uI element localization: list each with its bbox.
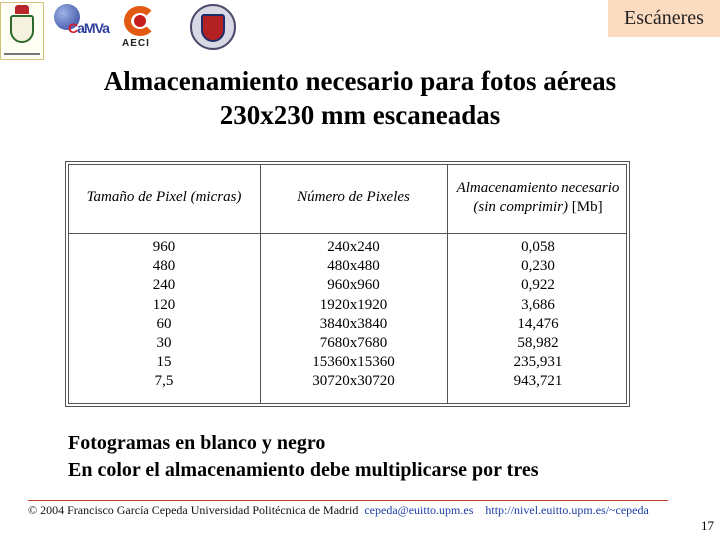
- pixel-size-cell: 960: [152, 239, 176, 255]
- header-storage-qualifier: (sin comprimir): [473, 198, 568, 215]
- seal-shield-icon: [201, 14, 225, 42]
- aeci-dot-icon: [134, 15, 146, 27]
- pixel-count-cell: 15360x15360: [312, 354, 395, 371]
- section-tag: Escáneres: [608, 0, 720, 37]
- pixel-count-cell: 960x960: [327, 277, 380, 294]
- column-divider: [260, 164, 261, 404]
- pixel-size-cell: 30: [156, 335, 172, 352]
- pixel-size-cell: 480: [152, 258, 176, 275]
- storage-column: [449, 238, 627, 392]
- storage-cell: 0,922: [521, 277, 555, 294]
- title-line-2: 230x230 mm escaneadas: [219, 100, 501, 130]
- storage-cell: 943,721: [513, 373, 563, 390]
- footer-copyright: © 2004 Francisco García Cepeda Universidad Politécnica de Madrid: [28, 503, 359, 517]
- pixel-size-cell: 240: [152, 277, 176, 294]
- pixel-count-cell: 240x240: [327, 239, 380, 255]
- note-line-1: Fotogramas en blanco y negro: [68, 432, 326, 454]
- university-crest-logo: [0, 2, 44, 60]
- pixel-size-cell: 7,5: [154, 373, 174, 390]
- shield-icon: [10, 15, 34, 43]
- pixel-count-cell: 3840x3840: [319, 315, 388, 332]
- header-pixel-size: Tamaño de Pixel (micras): [86, 189, 242, 205]
- footer-rule: [28, 500, 668, 501]
- header-separator: [68, 233, 627, 234]
- logo-bar: [0, 2, 260, 60]
- camva-logo: [54, 4, 109, 46]
- pixel-size-cell: 60: [156, 315, 172, 332]
- footer: [28, 503, 649, 518]
- header-storage-line1: Almacenamiento necesario: [456, 179, 620, 196]
- storage-cell: 58,982: [517, 335, 559, 352]
- pixel-count-cell: 30720x30720: [312, 373, 395, 390]
- pixel-count-column: [262, 238, 445, 392]
- storage-cell: 0,230: [521, 258, 555, 275]
- title-line-1: Almacenamiento necesario para fotos aéreas: [103, 66, 617, 96]
- header-storage-unit: [Mb]: [571, 198, 603, 215]
- pixel-size-cell: 15: [156, 354, 172, 371]
- header-storage-line2: [473, 198, 602, 217]
- header-storage: [449, 164, 627, 231]
- storage-cell: 3,686: [521, 296, 555, 313]
- crown-icon: [15, 5, 29, 14]
- pixel-count-cell: 1920x1920: [319, 296, 388, 313]
- aeci-logo-text: AECI: [122, 38, 150, 49]
- note-line-2: En color el almacenamiento debe multiplicarse por tres: [68, 459, 539, 481]
- column-divider: [447, 164, 448, 404]
- storage-cell: 14,476: [517, 315, 559, 332]
- slide-title: [0, 64, 720, 132]
- motto-line: [4, 53, 40, 55]
- pixel-size-cell: 120: [152, 296, 176, 313]
- footer-url-link[interactable]: http://nivel.euitto.upm.es/~cepeda: [485, 503, 649, 517]
- upm-seal-logo: [190, 4, 236, 50]
- header-num-pixels: Número de Pixeles: [297, 189, 410, 205]
- storage-table: [65, 161, 630, 407]
- pixel-count-cell: 7680x7680: [319, 335, 388, 352]
- storage-cell: 0,058: [521, 239, 555, 255]
- pixel-count-cell: 480x480: [327, 258, 380, 275]
- storage-cell: 235,931: [513, 354, 563, 371]
- footer-email-link[interactable]: cepeda@euitto.upm.es: [364, 503, 474, 517]
- notes: [68, 430, 539, 484]
- pixel-size-column: [70, 238, 258, 392]
- camva-logo-text: CaMVa: [68, 20, 109, 36]
- aeci-logo: [120, 6, 160, 52]
- page-number: 17: [701, 518, 714, 533]
